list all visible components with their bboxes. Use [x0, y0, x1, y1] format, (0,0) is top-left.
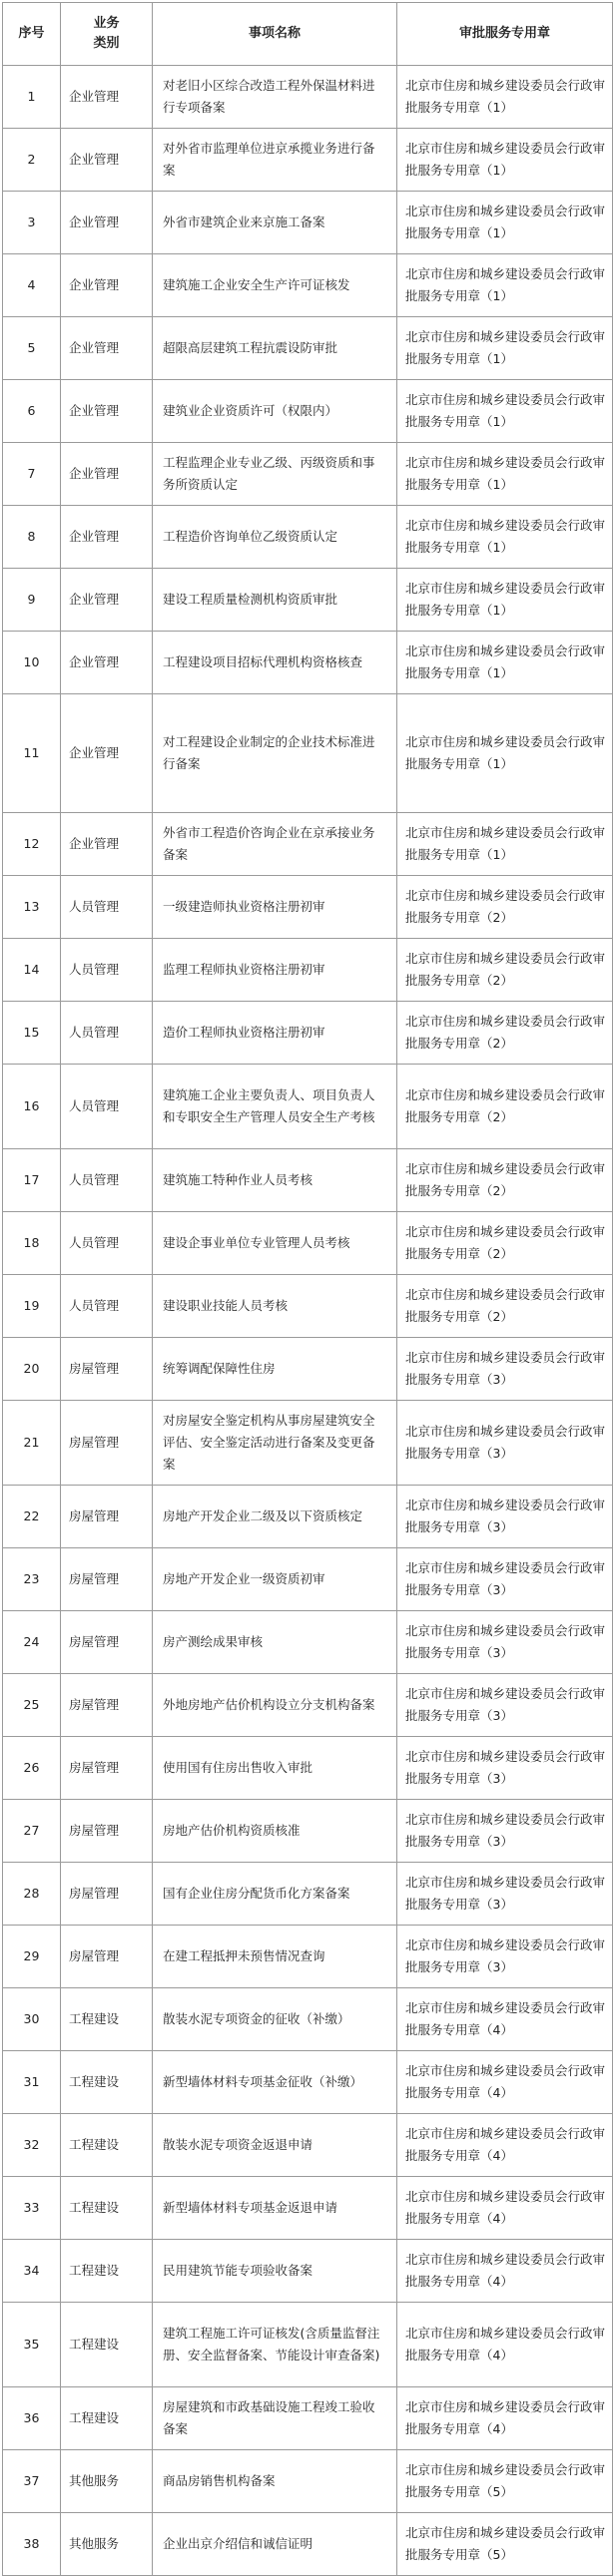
row-item-name: 超限高层建筑工程抗震设防审批	[153, 317, 397, 380]
row-seal-name: 北京市住房和城乡建设委员会行政审批服务专用章（2）	[397, 1212, 613, 1275]
row-number: 23	[3, 1548, 61, 1611]
row-category: 企业管理	[61, 317, 153, 380]
row-number: 14	[3, 939, 61, 1002]
row-item-name: 散装水泥专项资金返退申请	[153, 2114, 397, 2177]
row-number: 21	[3, 1401, 61, 1486]
table-row	[3, 2177, 613, 2240]
row-seal-name: 北京市住房和城乡建设委员会行政审批服务专用章（2）	[397, 1149, 613, 1212]
row-item-name: 建筑业企业资质许可（权限内）	[153, 380, 397, 443]
row-number: 13	[3, 876, 61, 939]
row-item-name: 建筑施工企业安全生产许可证核发	[153, 254, 397, 317]
row-seal-name: 北京市住房和城乡建设委员会行政审批服务专用章（3）	[397, 1611, 613, 1674]
row-category: 房屋管理	[61, 1863, 153, 1926]
row-seal-name: 北京市住房和城乡建设委员会行政审批服务专用章（3）	[397, 1737, 613, 1800]
row-seal-name: 北京市住房和城乡建设委员会行政审批服务专用章（5）	[397, 2450, 613, 2513]
row-number: 4	[3, 254, 61, 317]
table-row	[3, 443, 613, 506]
row-item-name: 外地房地产估价机构设立分支机构备案	[153, 1674, 397, 1737]
row-number: 25	[3, 1674, 61, 1737]
row-number: 30	[3, 1988, 61, 2051]
table-row	[3, 632, 613, 694]
row-item-name: 外省市建筑企业来京施工备案	[153, 192, 397, 254]
table-row	[3, 1065, 613, 1149]
row-number: 37	[3, 2450, 61, 2513]
table-row	[3, 2450, 613, 2513]
row-item-name: 国有企业住房分配货币化方案备案	[153, 1863, 397, 1926]
row-number: 35	[3, 2303, 61, 2387]
row-number: 3	[3, 192, 61, 254]
table-row	[3, 1674, 613, 1737]
row-seal-name: 北京市住房和城乡建设委员会行政审批服务专用章（1）	[397, 317, 613, 380]
row-seal-name: 北京市住房和城乡建设委员会行政审批服务专用章（4）	[397, 2240, 613, 2303]
row-seal-name: 北京市住房和城乡建设委员会行政审批服务专用章（4）	[397, 2303, 613, 2387]
table-row	[3, 1988, 613, 2051]
table-row	[3, 317, 613, 380]
table-row	[3, 66, 613, 129]
row-category: 工程建设	[61, 2387, 153, 2450]
row-number: 38	[3, 2513, 61, 2576]
row-category: 企业管理	[61, 66, 153, 129]
table-row	[3, 1401, 613, 1486]
row-category: 企业管理	[61, 192, 153, 254]
table-row	[3, 939, 613, 1002]
row-item-name: 一级建造师执业资格注册初审	[153, 876, 397, 939]
row-number: 16	[3, 1065, 61, 1149]
row-number: 8	[3, 506, 61, 569]
row-category: 人员管理	[61, 1275, 153, 1338]
row-number: 26	[3, 1737, 61, 1800]
row-item-name: 工程建设项目招标代理机构资格核查	[153, 632, 397, 694]
header-seal: 审批服务专用章	[397, 3, 613, 66]
row-item-name: 建设职业技能人员考核	[153, 1275, 397, 1338]
row-number: 6	[3, 380, 61, 443]
row-number: 5	[3, 317, 61, 380]
row-category: 房屋管理	[61, 1800, 153, 1863]
row-number: 36	[3, 2387, 61, 2450]
table-row	[3, 2387, 613, 2450]
row-category: 企业管理	[61, 506, 153, 569]
row-category: 工程建设	[61, 2051, 153, 2114]
table-row	[3, 1800, 613, 1863]
row-item-name: 房产测绘成果审核	[153, 1611, 397, 1674]
row-seal-name: 北京市住房和城乡建设委员会行政审批服务专用章（1）	[397, 443, 613, 506]
row-category: 企业管理	[61, 813, 153, 876]
row-item-name: 使用国有住房出售收入审批	[153, 1737, 397, 1800]
row-seal-name: 北京市住房和城乡建设委员会行政审批服务专用章（4）	[397, 1988, 613, 2051]
row-number: 17	[3, 1149, 61, 1212]
row-seal-name: 北京市住房和城乡建设委员会行政审批服务专用章（2）	[397, 1275, 613, 1338]
row-number: 1	[3, 66, 61, 129]
row-seal-name: 北京市住房和城乡建设委员会行政审批服务专用章（3）	[397, 1674, 613, 1737]
table-row	[3, 254, 613, 317]
row-seal-name: 北京市住房和城乡建设委员会行政审批服务专用章（4）	[397, 2051, 613, 2114]
header-item: 事项名称	[153, 3, 397, 66]
table-row	[3, 1611, 613, 1674]
header-row	[3, 3, 613, 66]
row-category: 企业管理	[61, 129, 153, 192]
row-category: 企业管理	[61, 254, 153, 317]
header-category-line2: 类别	[93, 36, 120, 51]
row-item-name: 对外省市监理单位进京承揽业务进行备案	[153, 129, 397, 192]
table-row	[3, 2240, 613, 2303]
row-number: 2	[3, 129, 61, 192]
table-row	[3, 1737, 613, 1800]
row-item-name: 对工程建设企业制定的企业技术标准进行备案	[153, 694, 397, 813]
row-seal-name: 北京市住房和城乡建设委员会行政审批服务专用章（3）	[397, 1486, 613, 1548]
row-item-name: 工程造价咨询单位乙级资质认定	[153, 506, 397, 569]
row-number: 20	[3, 1338, 61, 1401]
row-item-name: 房地产估价机构资质核准	[153, 1800, 397, 1863]
row-number: 18	[3, 1212, 61, 1275]
row-category: 工程建设	[61, 2177, 153, 2240]
row-seal-name: 北京市住房和城乡建设委员会行政审批服务专用章（1）	[397, 694, 613, 813]
row-item-name: 监理工程师执业资格注册初审	[153, 939, 397, 1002]
table-row	[3, 2051, 613, 2114]
header-category-line1: 业务	[93, 16, 120, 31]
row-category: 企业管理	[61, 443, 153, 506]
row-category: 工程建设	[61, 2303, 153, 2387]
row-category: 房屋管理	[61, 1548, 153, 1611]
approval-seal-table	[2, 2, 613, 2576]
row-item-name: 企业出京介绍信和诚信证明	[153, 2513, 397, 2576]
row-item-name: 民用建筑节能专项验收备案	[153, 2240, 397, 2303]
row-item-name: 散装水泥专项资金的征收（补缴）	[153, 1988, 397, 2051]
row-category: 房屋管理	[61, 1338, 153, 1401]
row-seal-name: 北京市住房和城乡建设委员会行政审批服务专用章（3）	[397, 1800, 613, 1863]
approval-seal-table-container	[2, 2, 612, 2576]
table-row	[3, 1863, 613, 1926]
row-category: 房屋管理	[61, 1486, 153, 1548]
row-category: 人员管理	[61, 1212, 153, 1275]
row-item-name: 房屋建筑和市政基础设施工程竣工验收备案	[153, 2387, 397, 2450]
row-number: 34	[3, 2240, 61, 2303]
row-category: 房屋管理	[61, 1926, 153, 1988]
row-item-name: 新型墙体材料专项基金返退申请	[153, 2177, 397, 2240]
row-item-name: 商品房销售机构备案	[153, 2450, 397, 2513]
table-row	[3, 380, 613, 443]
row-category: 人员管理	[61, 1002, 153, 1065]
row-seal-name: 北京市住房和城乡建设委员会行政审批服务专用章（2）	[397, 939, 613, 1002]
table-row	[3, 569, 613, 632]
table-row	[3, 876, 613, 939]
row-seal-name: 北京市住房和城乡建设委员会行政审批服务专用章（1）	[397, 254, 613, 317]
row-item-name: 外省市工程造价咨询企业在京承接业务备案	[153, 813, 397, 876]
table-row	[3, 2513, 613, 2576]
table-row	[3, 1926, 613, 1988]
row-category: 人员管理	[61, 1149, 153, 1212]
table-row	[3, 694, 613, 813]
row-number: 19	[3, 1275, 61, 1338]
row-seal-name: 北京市住房和城乡建设委员会行政审批服务专用章（1）	[397, 66, 613, 129]
row-seal-name: 北京市住房和城乡建设委员会行政审批服务专用章（3）	[397, 1926, 613, 1988]
row-seal-name: 北京市住房和城乡建设委员会行政审批服务专用章（3）	[397, 1401, 613, 1486]
row-category: 人员管理	[61, 939, 153, 1002]
row-category: 其他服务	[61, 2450, 153, 2513]
row-item-name: 建设企事业单位专业管理人员考核	[153, 1212, 397, 1275]
row-seal-name: 北京市住房和城乡建设委员会行政审批服务专用章（2）	[397, 1002, 613, 1065]
row-seal-name: 北京市住房和城乡建设委员会行政审批服务专用章（4）	[397, 2114, 613, 2177]
row-item-name: 工程监理企业专业乙级、丙级资质和事务所资质认定	[153, 443, 397, 506]
row-category: 人员管理	[61, 1065, 153, 1149]
row-category: 工程建设	[61, 2240, 153, 2303]
table-row	[3, 1212, 613, 1275]
row-seal-name: 北京市住房和城乡建设委员会行政审批服务专用章（1）	[397, 506, 613, 569]
row-number: 27	[3, 1800, 61, 1863]
row-seal-name: 北京市住房和城乡建设委员会行政审批服务专用章（1）	[397, 632, 613, 694]
row-item-name: 房地产开发企业二级及以下资质核定	[153, 1486, 397, 1548]
row-category: 企业管理	[61, 380, 153, 443]
table-row	[3, 1486, 613, 1548]
row-category: 房屋管理	[61, 1611, 153, 1674]
row-number: 22	[3, 1486, 61, 1548]
row-category: 工程建设	[61, 1988, 153, 2051]
row-seal-name: 北京市住房和城乡建设委员会行政审批服务专用章（1）	[397, 380, 613, 443]
row-seal-name: 北京市住房和城乡建设委员会行政审批服务专用章（1）	[397, 569, 613, 632]
row-number: 9	[3, 569, 61, 632]
row-category: 房屋管理	[61, 1401, 153, 1486]
row-seal-name: 北京市住房和城乡建设委员会行政审批服务专用章（2）	[397, 1065, 613, 1149]
row-category: 人员管理	[61, 876, 153, 939]
row-number: 7	[3, 443, 61, 506]
row-number: 12	[3, 813, 61, 876]
row-seal-name: 北京市住房和城乡建设委员会行政审批服务专用章（1）	[397, 192, 613, 254]
table-row	[3, 192, 613, 254]
table-row	[3, 129, 613, 192]
table-row	[3, 813, 613, 876]
row-item-name: 建筑施工特种作业人员考核	[153, 1149, 397, 1212]
table-row	[3, 1275, 613, 1338]
row-seal-name: 北京市住房和城乡建设委员会行政审批服务专用章（3）	[397, 1863, 613, 1926]
row-category: 工程建设	[61, 2114, 153, 2177]
row-number: 33	[3, 2177, 61, 2240]
row-seal-name: 北京市住房和城乡建设委员会行政审批服务专用章（1）	[397, 813, 613, 876]
row-item-name: 造价工程师执业资格注册初审	[153, 1002, 397, 1065]
row-category: 企业管理	[61, 632, 153, 694]
row-item-name: 统筹调配保障性住房	[153, 1338, 397, 1401]
row-seal-name: 北京市住房和城乡建设委员会行政审批服务专用章（4）	[397, 2387, 613, 2450]
row-item-name: 对老旧小区综合改造工程外保温材料进行专项备案	[153, 66, 397, 129]
row-item-name: 建筑工程施工许可证核发(含质量监督注册、安全监督备案、节能设计审查备案)	[153, 2303, 397, 2387]
table-row	[3, 2114, 613, 2177]
row-category: 房屋管理	[61, 1737, 153, 1800]
row-item-name: 建筑施工企业主要负责人、项目负责人和专职安全生产管理人员安全生产考核	[153, 1065, 397, 1149]
row-seal-name: 北京市住房和城乡建设委员会行政审批服务专用章（1）	[397, 129, 613, 192]
table-row	[3, 1548, 613, 1611]
row-seal-name: 北京市住房和城乡建设委员会行政审批服务专用章（5）	[397, 2513, 613, 2576]
row-number: 11	[3, 694, 61, 813]
row-number: 24	[3, 1611, 61, 1674]
table-row	[3, 506, 613, 569]
row-number: 10	[3, 632, 61, 694]
row-seal-name: 北京市住房和城乡建设委员会行政审批服务专用章（3）	[397, 1338, 613, 1401]
row-seal-name: 北京市住房和城乡建设委员会行政审批服务专用章（4）	[397, 2177, 613, 2240]
row-item-name: 新型墙体材料专项基金征收（补缴）	[153, 2051, 397, 2114]
table-row	[3, 1002, 613, 1065]
row-category: 企业管理	[61, 694, 153, 813]
row-number: 29	[3, 1926, 61, 1988]
table-body	[3, 66, 613, 2576]
table-row	[3, 1149, 613, 1212]
row-category: 其他服务	[61, 2513, 153, 2576]
row-number: 28	[3, 1863, 61, 1926]
row-item-name: 在建工程抵押未预售情况查询	[153, 1926, 397, 1988]
table-row	[3, 1338, 613, 1401]
table-header	[3, 3, 613, 66]
row-seal-name: 北京市住房和城乡建设委员会行政审批服务专用章（3）	[397, 1548, 613, 1611]
row-seal-name: 北京市住房和城乡建设委员会行政审批服务专用章（2）	[397, 876, 613, 939]
header-num: 序号	[3, 3, 61, 66]
row-number: 15	[3, 1002, 61, 1065]
row-item-name: 建设工程质量检测机构资质审批	[153, 569, 397, 632]
table-row	[3, 2303, 613, 2387]
row-item-name: 房地产开发企业一级资质初审	[153, 1548, 397, 1611]
row-category: 房屋管理	[61, 1674, 153, 1737]
row-category: 企业管理	[61, 569, 153, 632]
row-item-name: 对房屋安全鉴定机构从事房屋建筑安全评估、安全鉴定活动进行备案及变更备案	[153, 1401, 397, 1486]
row-number: 32	[3, 2114, 61, 2177]
header-category	[61, 3, 153, 66]
row-number: 31	[3, 2051, 61, 2114]
